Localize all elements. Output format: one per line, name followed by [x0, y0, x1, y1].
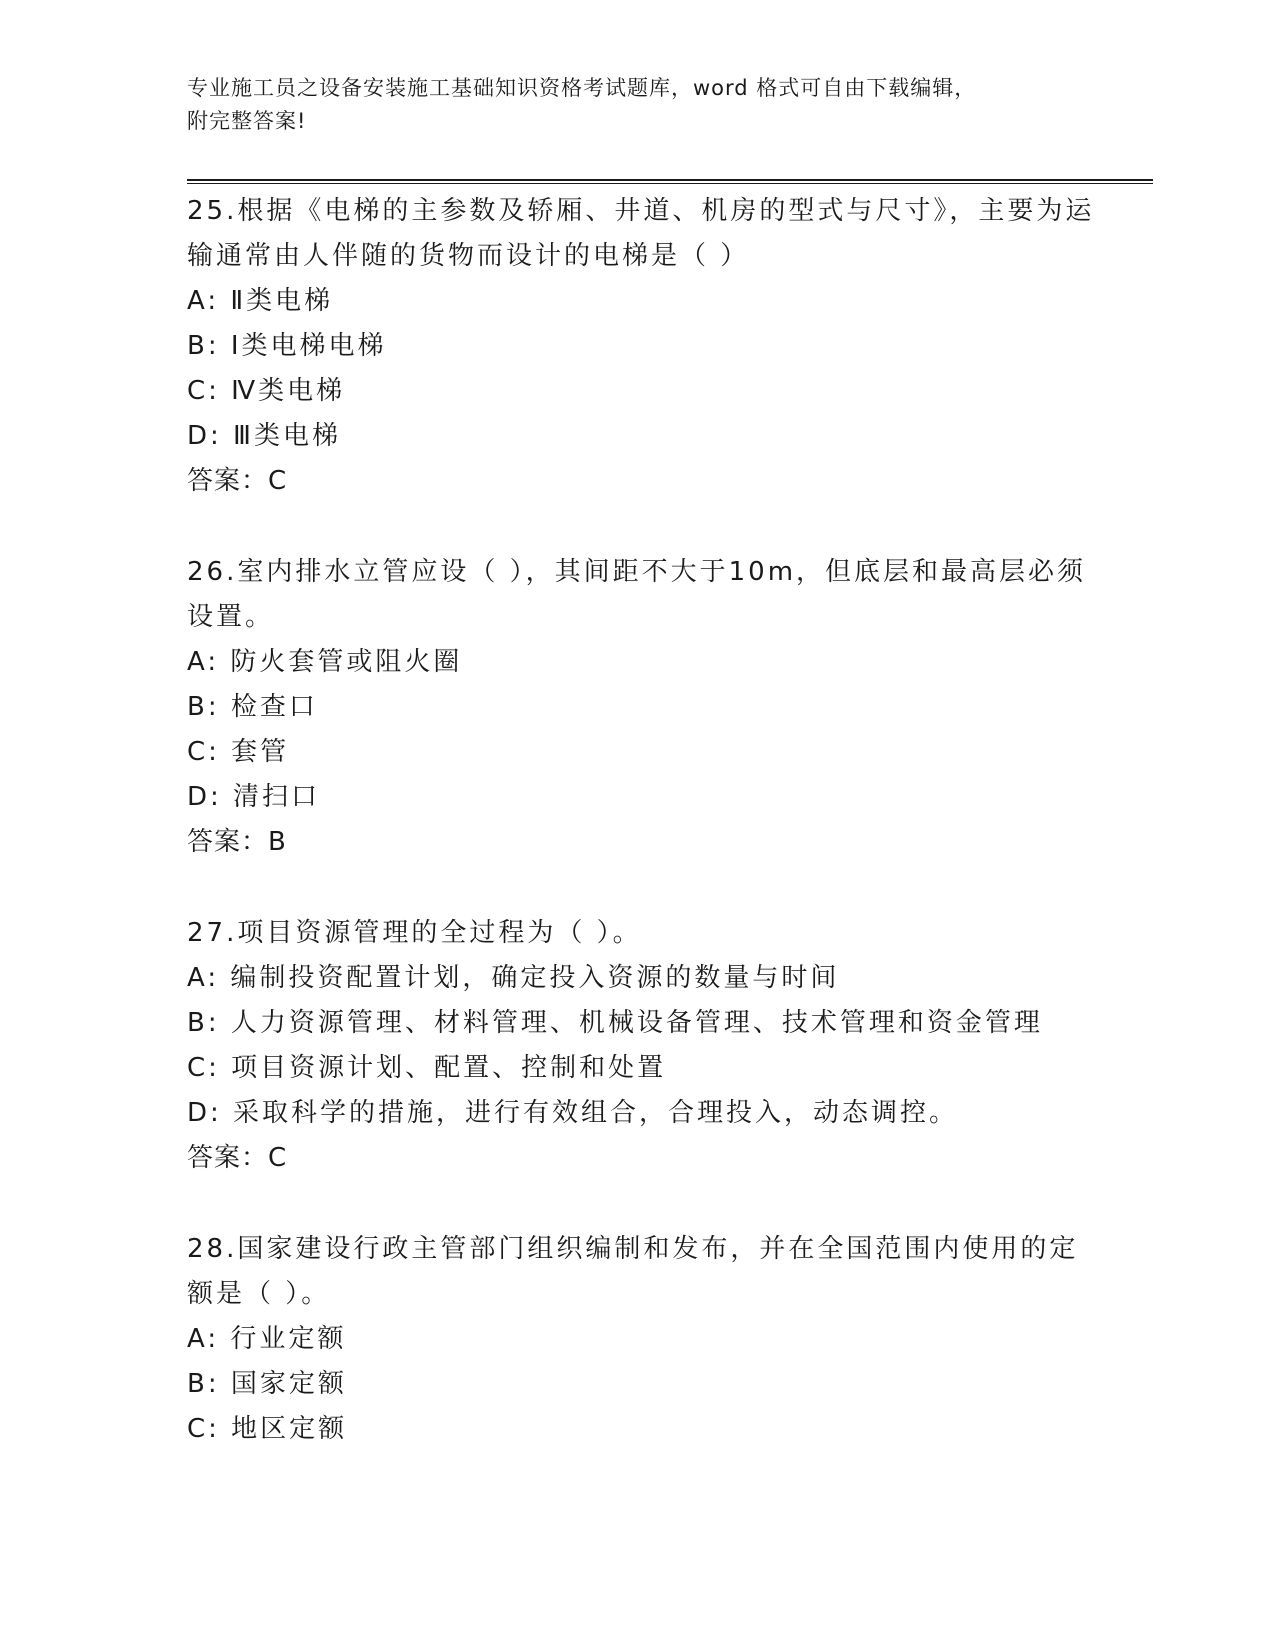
option-d: D: Ⅲ类电梯	[187, 421, 341, 451]
header-divider	[187, 179, 1153, 181]
option-b: B: 人力资源管理、材料管理、机械设备管理、技术管理和资金管理	[187, 1008, 1043, 1038]
option-c: C: 地区定额	[187, 1414, 348, 1444]
answer-line: 答案：C	[187, 1143, 288, 1173]
option-b: B: Ⅰ类电梯电梯	[187, 331, 387, 361]
option-c: C: 套管	[187, 737, 290, 767]
question-28	[187, 1227, 1107, 1452]
option-b: B: 国家定额	[187, 1369, 347, 1399]
question-stem: 27.项目资源管理的全过程为（ ）。	[187, 918, 642, 948]
option-b: B: 检查口	[187, 692, 318, 722]
option-c: C: Ⅳ类电梯	[187, 376, 346, 406]
document-header	[187, 72, 1067, 138]
option-c: C: 项目资源计划、配置、控制和处置	[187, 1053, 667, 1083]
option-a: A: 行业定额	[187, 1324, 347, 1354]
option-d: D: 清扫口	[187, 782, 321, 812]
question-stem: 26.室内排水立管应设（ ），其间距不大于10m，但底层和最高层必须设置。	[187, 557, 1087, 632]
question-stem: 25.根据《电梯的主参数及轿厢、井道、机房的型式与尺寸》，主要为运输通常由人伴随的货物而设计的电梯是（ ）	[187, 196, 1095, 271]
answer-line: 答案：C	[187, 466, 288, 496]
answer-line: 答案：B	[187, 827, 287, 857]
question-list	[187, 189, 1107, 1498]
option-a: A: 防火套管或阻火圈	[187, 647, 463, 677]
header-line-2: 附完整答案!	[187, 109, 307, 133]
question-26	[187, 550, 1107, 865]
option-a: A: Ⅱ类电梯	[187, 286, 334, 316]
question-25	[187, 189, 1107, 504]
header-divider-thin	[187, 183, 1153, 184]
header-line-1: 专业施工员之设备安装施工基础知识资格考试题库，word 格式可自由下载编辑，	[187, 76, 977, 100]
option-a: A: 编制投资配置计划，确定投入资源的数量与时间	[187, 963, 840, 993]
question-27	[187, 911, 1107, 1181]
option-d: D: 采取科学的措施，进行有效组合，合理投入，动态调控。	[187, 1098, 959, 1128]
question-stem: 28.国家建设行政主管部门组织编制和发布，并在全国范围内使用的定额是（ ）。	[187, 1234, 1079, 1309]
